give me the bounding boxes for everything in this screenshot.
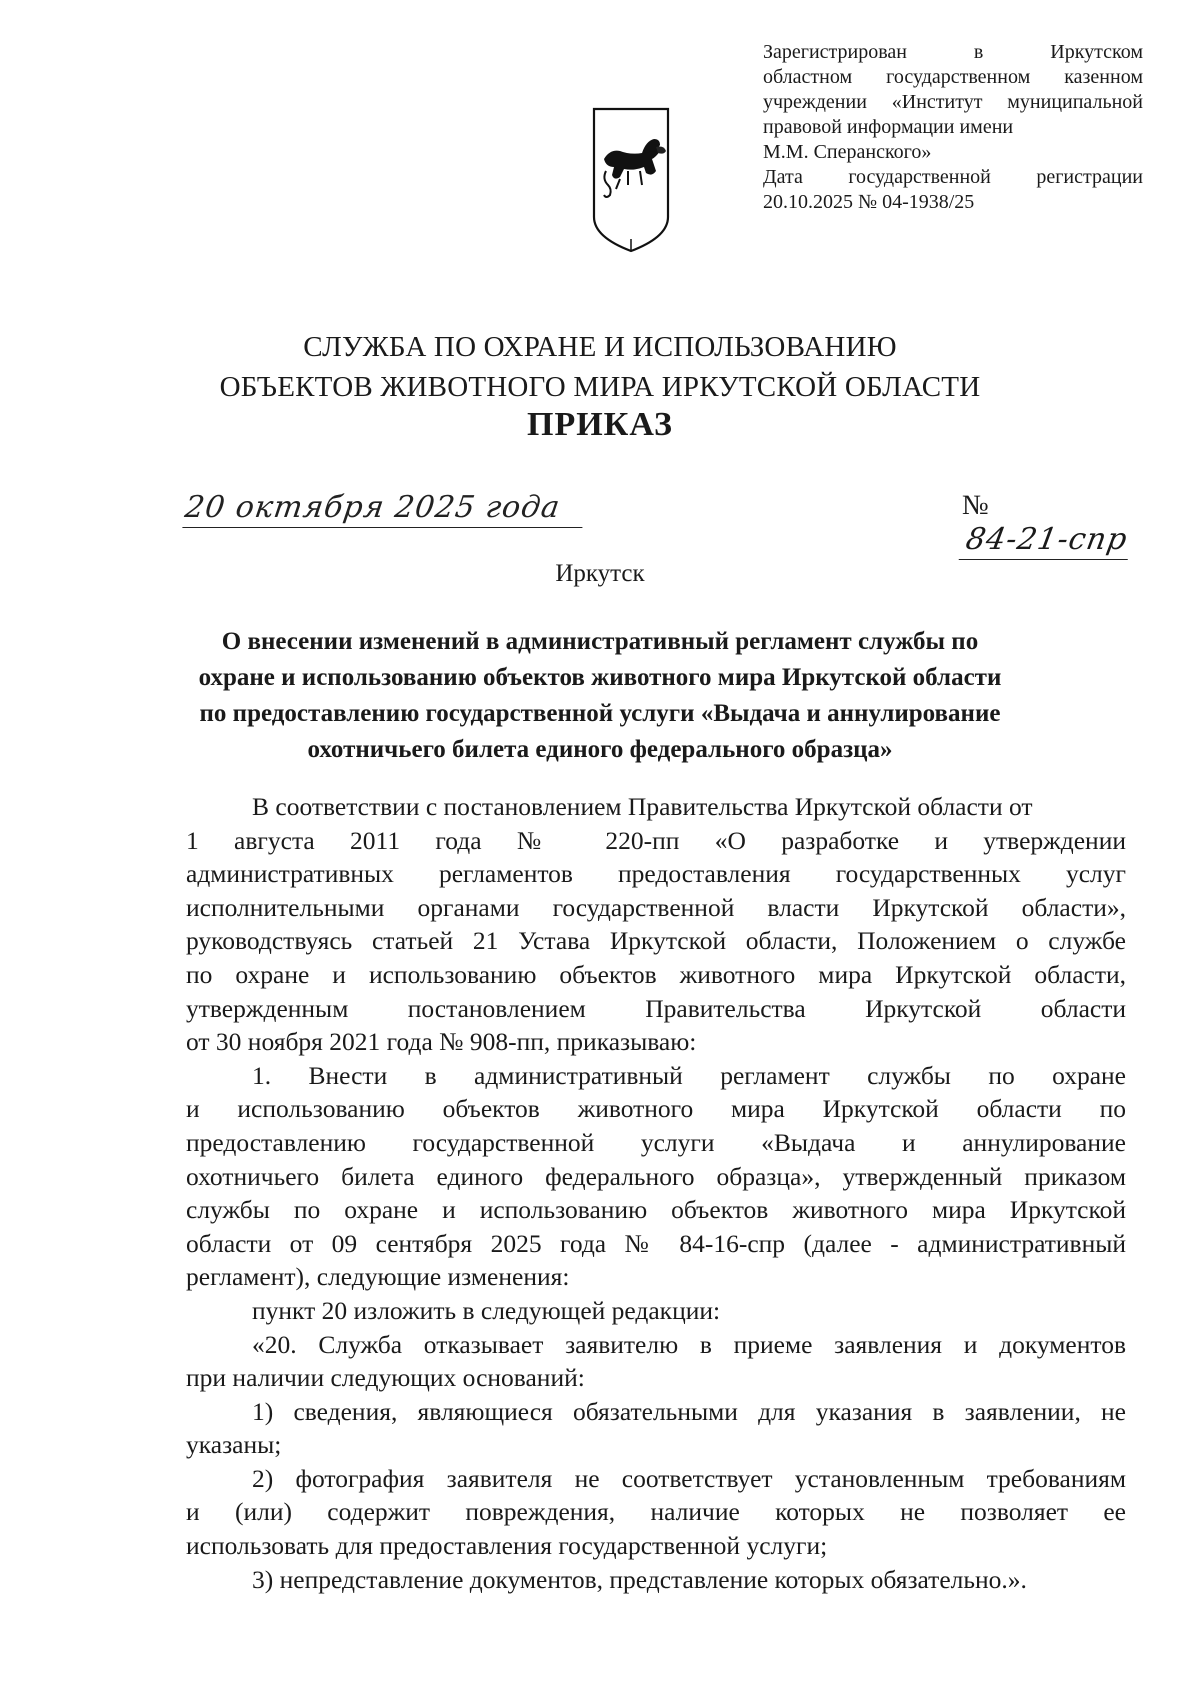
body-line: указаны; bbox=[186, 1430, 282, 1460]
body-line: исполнительными органами государственной власти Иркутской области», bbox=[186, 892, 1126, 922]
number-sign: № bbox=[962, 490, 989, 521]
body-line: по охране и использованию объектов животного мира Иркутской области, bbox=[186, 959, 1126, 989]
order-number bbox=[962, 490, 1162, 560]
registration-stamp bbox=[763, 40, 1143, 215]
registration-line: Дата государственной регистрации bbox=[763, 166, 1143, 188]
registration-line: областном государственном казенном bbox=[763, 66, 1143, 88]
body-line: при наличии следующих оснований: bbox=[186, 1363, 585, 1393]
agency-line: СЛУЖБА ПО ОХРАНЕ И ИСПОЛЬЗОВАНИЮ bbox=[303, 331, 897, 363]
registration-line: учреждении «Институт муниципальной bbox=[763, 91, 1143, 113]
body-line: 2) фотография заявителя не соответствует установленным требованиям bbox=[252, 1463, 1126, 1493]
body-line: «20. Служба отказывает заявителю в приеме заявления и документов bbox=[252, 1329, 1126, 1359]
body-line: предоставлению государственной услуги «Выдача и аннулирование bbox=[186, 1127, 1126, 1157]
body-line: 1) сведения, являющиеся обязательными для указания в заявлении, не bbox=[252, 1396, 1126, 1426]
registration-line: 20.10.2025 № 04-1938/25 bbox=[763, 191, 975, 213]
title-line: О внесении изменений в административный регламент службы по bbox=[221, 628, 979, 655]
body-line: руководствуясь статьей 21 Устава Иркутской области, Положением о службе bbox=[186, 926, 1126, 956]
title-line: охране и использованию объектов животного мира Иркутской области bbox=[198, 664, 1002, 691]
document-type: ПРИКАЗ bbox=[527, 406, 673, 443]
handwritten-date: 20 октября 2025 года bbox=[182, 490, 587, 528]
registration-line: Зарегистрирован в Иркутском bbox=[763, 41, 1143, 63]
body-line: пункт 20 изложить в следующей редакции: bbox=[252, 1295, 721, 1325]
body-line: от 30 ноября 2021 года № 908-пп, приказываю: bbox=[186, 1027, 697, 1057]
body-line: и использованию объектов животного мира Иркутской области по bbox=[186, 1094, 1126, 1124]
city: Иркутск bbox=[555, 560, 645, 587]
agency-name bbox=[0, 327, 1200, 407]
body-line: регламент), следующие изменения: bbox=[186, 1262, 570, 1292]
body-line: 1 августа 2011 года № 220-пп «О разработке и утверждении bbox=[186, 825, 1126, 855]
body-line: В соответствии с постановлением Правительства Иркутской области от bbox=[252, 792, 1033, 821]
body-line: использовать для предоставления государственной услуги; bbox=[186, 1531, 828, 1561]
body-line: административных регламентов предоставления государственных услуг bbox=[186, 859, 1126, 889]
body-line: 3) непредставление документов, представление которых обязательно.». bbox=[252, 1564, 1027, 1594]
registration-line: М.М. Сперанского» bbox=[763, 141, 932, 163]
body-line: охотничьего билета единого федерального образца», утвержденный приказом bbox=[186, 1161, 1126, 1191]
body-line: утвержденным постановлением Правительства Иркутской области bbox=[186, 993, 1126, 1023]
handwritten-number: 84-21-спр bbox=[959, 522, 1135, 560]
agency-line: ОБЪЕКТОВ ЖИВОТНОГО МИРА ИРКУТСКОЙ ОБЛАСТИ bbox=[219, 371, 981, 403]
registration-line: правовой информации имени bbox=[763, 116, 1014, 138]
document-title bbox=[160, 624, 1040, 768]
title-line: по предоставлению государственной услуги «Выдача и аннулирование bbox=[199, 700, 1001, 727]
body-line: службы по охране и использованию объектов животного мира Иркутской bbox=[186, 1195, 1126, 1225]
title-line: охотничьего билета единого федерального образца» bbox=[307, 736, 893, 763]
document-body bbox=[186, 790, 1126, 1596]
body-line: и (или) содержит повреждения, наличие которых не позволяет ее bbox=[186, 1497, 1126, 1527]
body-line: 1. Внести в административный регламент службы по охране bbox=[252, 1060, 1126, 1090]
body-line: области от 09 сентября 2025 года № 84-16-спр (далее - административный bbox=[186, 1228, 1126, 1258]
irkutsk-coat-of-arms-icon bbox=[590, 105, 672, 253]
